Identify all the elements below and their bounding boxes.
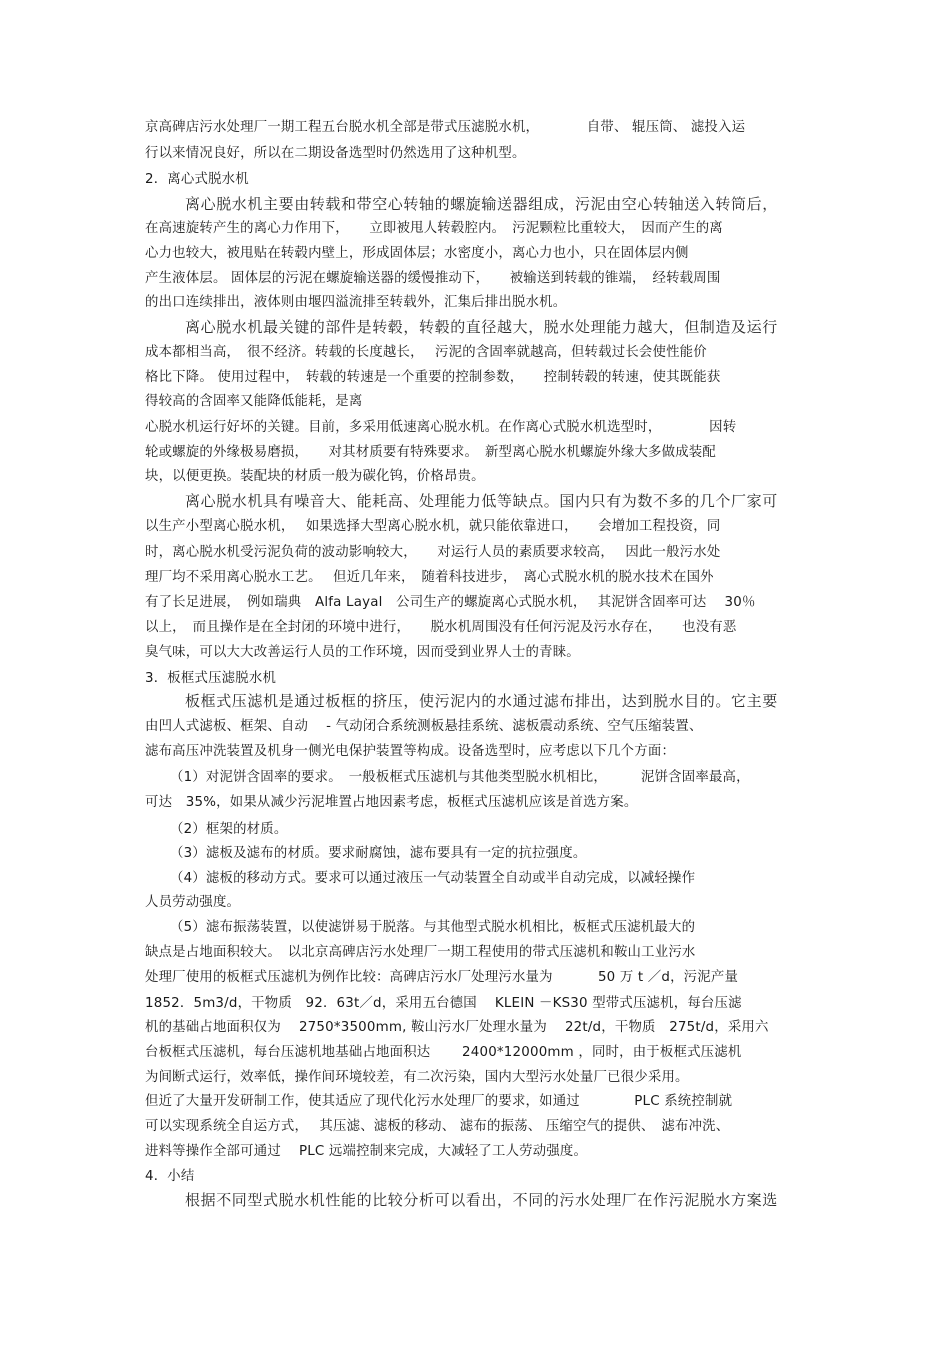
paragraph-line: 处理厂使用的板框式压滤机为例作比较：高碑店污水厂处理污水量为 50 万 t ／d，污泥产量 [145, 970, 739, 985]
paragraph-line: 机的基础占地面积仅为 2750*3500mm, 鞍山污水厂处理水量为 22t/d，干物质 275t/d，采用六 [145, 1020, 769, 1035]
paragraph-line: 时，离心脱水机受污泥负荷的波动影响较大， 对运行人员的素质要求较高， 因此一般污水处 [145, 545, 721, 560]
paragraph-line: 以上， 而且操作是在全封闭的环境中进行， 脱水机周围没有任何污泥及污水存在， 也没有恶 [145, 620, 737, 635]
paragraph-line: （2）框架的材质。 [170, 822, 288, 837]
paragraph-line: 格比下降。 使用过程中， 转载的转速是一个重要的控制参数， 控制转毂的转速，使其既能获 [145, 370, 721, 385]
paragraph-line: 产生液体层。 固体层的污泥在螺旋输送器的缓慢推动下， 被输送到转载的锥端， 经转载周围 [145, 271, 721, 286]
paragraph-line: 在高速旋转产生的离心力作用下， 立即被甩人转毂腔内。 污泥颗粒比重较大， 因而产生的离 [145, 221, 723, 236]
paragraph-line: 轮或螺旋的外缘极易磨损， 对其材质要有特殊要求。 新型离心脱水机螺旋外缘大多做成装配 [145, 445, 716, 460]
paragraph-line: 人员劳动强度。 [145, 895, 241, 910]
paragraph-line: 滤布高压冲洗装置及机身一侧光电保护装置等构成。设备选型时，应考虑以下几个方面： [145, 744, 676, 759]
section-heading: 3．板框式压滤脱水机 [145, 671, 277, 686]
paragraph-line: 离心脱水机具有噪音大、能耗高、处理能力低等缺点。国内只有为数不多的几个厂家可 [185, 492, 778, 510]
paragraph-line: 离心脱水机最关键的部件是转毂，转毂的直径越大，脱水处理能力越大，但制造及运行 [185, 318, 778, 336]
paragraph-line: 行以来情况良好，所以在二期设备选型时仍然选用了这种机型。 [145, 146, 526, 161]
paragraph-line: 京高碑店污水处理厂一期工程五台脱水机全部是带式压滤脱水机， 自带、 辊压筒、 滤投入运 [145, 120, 746, 135]
paragraph-line: （4）滤板的移动方式。要求可以通过液压一气动装置全自动或半自动完成，以减轻操作 [170, 871, 696, 886]
paragraph-line: 成本都相当高， 很不经济。转载的长度越长， 污泥的含固率就越高，但转载过长会使性能价 [145, 345, 707, 360]
paragraph-line: 离心脱水机主要由转载和带空心转轴的螺旋输送器组成，污泥由空心转轴送入转筒后， [185, 195, 778, 213]
paragraph-line: 进料等操作全部可通过 PLC 远端控制来完成，大减轻了工人劳动强度。 [145, 1144, 588, 1159]
paragraph-line: 但近了大量开发研制工作，使其适应了现代化污水处理厂的要求，如通过 PLC 系统控制就 [145, 1094, 733, 1109]
paragraph-line: 根据不同型式脱水机性能的比较分析可以看出，不同的污水处理厂在作污泥脱水方案选 [185, 1191, 778, 1209]
paragraph-line: 有了长足进展， 例如瑞典 Alfa Layal 公司生产的螺旋离心式脱水机， 其泥饼含固率可达 30％ [145, 595, 756, 610]
paragraph-line: 板框式压滤机是通过板框的挤压，使污泥内的水通过滤布排出，达到脱水目的。它主要 [185, 692, 778, 710]
paragraph-line: 心力也较大，被甩贴在转毂内壁上，形成固体层；水密度小，离心力也小，只在固体层内侧 [145, 246, 689, 261]
paragraph-line: 由凹人式滤板、框架、自动 - 气动闭合系统测板悬挂系统、滤板震动系统、空气压缩装置、 [145, 719, 703, 734]
paragraph-line: 以生产小型离心脱水机， 如果选择大型离心脱水机，就只能依靠进口， 会增加工程投资，同 [145, 519, 721, 534]
paragraph-line: 臭气味，可以大大改善运行人员的工作环境，因而受到业界人士的青睐。 [145, 645, 580, 660]
paragraph-line: 可以实现系统全自运方式， 其压滤、滤板的移动、 滤布的振荡、 压缩空气的提供、 滤布冲洗、 [145, 1119, 730, 1134]
paragraph-line: （3）滤板及滤布的材质。要求耐腐蚀，滤布要具有一定的抗拉强度。 [170, 846, 587, 861]
paragraph-line: 1852．5m3/d，干物质 92．63t／d，采用五台德国 KLEIN －KS30 型带式压滤机，每台压滤 [145, 996, 742, 1011]
paragraph-line: （5）滤布振荡装置，以使滤饼易于脱落。与其他型式脱水机相比，板框式压滤机最大的 [170, 920, 696, 935]
paragraph-line: 可达 35%，如果从减少污泥堆置占地因素考虑，板框式压滤机应该是首选方案。 [145, 795, 638, 810]
paragraph-line: 得较高的含固率又能降低能耗，是离 [145, 394, 363, 409]
paragraph-line: 缺点是占地面积较大。 以北京高碑店污水处理厂一期工程使用的带式压滤机和鞍山工业污水 [145, 945, 696, 960]
section-heading: 2．离心式脱水机 [145, 172, 249, 187]
paragraph-line: 台板框式压滤机，每台压滤机地基础占地面积达 2400*12000mm ，同时，由于板框式压滤机 [145, 1045, 742, 1060]
section-heading: 4．小结 [145, 1169, 195, 1184]
paragraph-line: 心脱水机运行好坏的关键。目前，多采用低速离心脱水机。在作离心式脱水机选型时， 因转 [145, 420, 737, 435]
paragraph-line: 理厂均不采用离心脱水工艺。 但近几年来， 随着科技进步， 离心式脱水机的脱水技术在国外 [145, 570, 714, 585]
paragraph-line: （1）对泥饼含固率的要求。 一般板框式压滤机与其他类型脱水机相比， 泥饼含固率最高， [170, 770, 750, 785]
paragraph-line: 块，以便更换。装配块的材质一般为碳化钨，价格昂贵。 [145, 469, 485, 484]
paragraph-line: 为间断式运行，效率低，操作间环境较差，有二次污染，国内大型污水处量厂已很少采用。 [145, 1070, 689, 1085]
paragraph-line: 的出口连续排出，液体则由堰四溢流排至转载外，汇集后排出脱水机。 [145, 295, 567, 310]
